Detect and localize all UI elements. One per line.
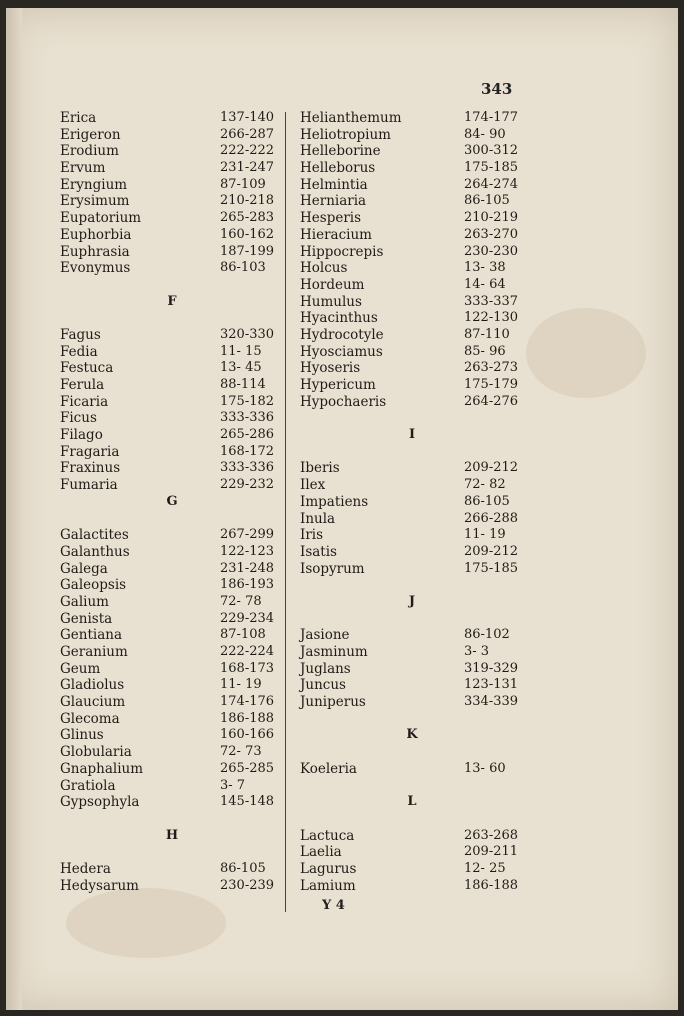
entry-name: Hyosciamus (300, 343, 383, 360)
entry-name: Iris (300, 527, 324, 544)
entry-pages: 160-162 (220, 226, 275, 242)
index-entry (54, 427, 290, 444)
entry-name: Juglans (300, 660, 351, 677)
entry-name: Galanthus (60, 543, 130, 560)
entry-name: Humulus (300, 293, 362, 310)
entry-name: Hypochaeris (300, 393, 387, 410)
index-entry (54, 460, 290, 477)
index-entry (294, 878, 530, 895)
book-page (6, 8, 678, 1010)
section-letter-heading: G (166, 493, 178, 509)
entry-pages: 263-268 (464, 827, 519, 843)
entry-pages: 145-148 (220, 794, 275, 810)
index-entry (54, 527, 290, 544)
entry-name: Ficus (60, 410, 97, 427)
entry-pages: 230-230 (464, 243, 519, 259)
entry-pages: 265-283 (220, 210, 275, 226)
index-entry (54, 694, 290, 711)
entry-pages: 14- 64 (464, 276, 506, 292)
index-entry (54, 377, 290, 394)
index-entry (54, 127, 290, 144)
entry-name: Hesperis (300, 210, 362, 227)
section-letter-heading: K (406, 727, 418, 743)
entry-pages: 175-179 (464, 377, 519, 392)
index-entry (54, 711, 290, 728)
entry-name: Fedia (60, 343, 98, 360)
index-entry (294, 644, 530, 661)
entry-name: Erigeron (60, 126, 121, 143)
index-entry (54, 444, 290, 461)
index-entry (294, 394, 530, 411)
entry-name: Laelia (300, 844, 342, 861)
entry-pages: 264-274 (464, 176, 519, 192)
entry-name: Glaucium (60, 694, 126, 711)
index-entry (54, 244, 290, 261)
index-entry (54, 193, 290, 210)
entry-pages: 222-222 (220, 143, 275, 159)
entry-name: Impatiens (300, 493, 369, 510)
entry-pages: 174-176 (220, 694, 275, 710)
entry-pages: 186-188 (220, 710, 275, 726)
index-entry (54, 727, 290, 744)
entry-pages: 168-173 (220, 660, 275, 676)
entry-pages: 11- 15 (220, 343, 262, 359)
entry-name: Helleborine (300, 143, 381, 160)
index-entry (294, 527, 530, 544)
entry-name: Ervum (60, 160, 106, 177)
entry-name: Lactuca (300, 827, 355, 844)
entry-name: Helleborus (300, 160, 376, 177)
entry-name: Euphorbia (60, 226, 132, 243)
entry-pages: 333-336 (220, 460, 275, 476)
index-entry (294, 310, 530, 327)
entry-name: Erysimum (60, 193, 130, 210)
entry-pages: 3- 7 (220, 777, 246, 793)
entry-name: Hieracium (300, 226, 372, 243)
index-entry (294, 177, 530, 194)
index-entry (54, 544, 290, 561)
index-entry (54, 778, 290, 795)
index-entry (54, 327, 290, 344)
index-entry (294, 277, 530, 294)
entry-pages: 222-224 (220, 644, 275, 659)
entry-pages: 209-212 (464, 543, 519, 559)
index-entry (294, 694, 530, 711)
blank-line (54, 310, 290, 327)
index-entry (54, 410, 290, 427)
entry-name: Juniperus (300, 694, 366, 711)
entry-pages: 123-131 (464, 677, 519, 693)
entry-pages: 231-247 (220, 160, 275, 176)
entry-pages: 333-337 (464, 293, 519, 309)
index-entry (294, 544, 530, 561)
entry-pages: 87-108 (220, 627, 266, 643)
entry-pages: 86-105 (464, 493, 510, 509)
entry-pages: 12- 25 (464, 860, 506, 876)
entry-name: Galium (60, 593, 109, 610)
entry-name: Holcus (300, 260, 348, 277)
entry-name: Geum (60, 660, 101, 677)
entry-pages: 3- 3 (464, 644, 490, 659)
index-entry (294, 143, 530, 160)
entry-name: Hypericum (300, 377, 376, 393)
index-entry (294, 511, 530, 528)
entry-pages: 186-188 (464, 877, 519, 893)
index-entry (54, 744, 290, 761)
entry-name: Eupatorium (60, 210, 142, 227)
index-entry (294, 661, 530, 678)
index-column-left (54, 110, 290, 894)
entry-pages: 174-177 (464, 110, 519, 125)
entry-pages: 72- 78 (220, 593, 262, 609)
index-entry (294, 110, 530, 127)
blank-line (294, 811, 530, 828)
index-entry (294, 844, 530, 861)
entry-pages: 72- 73 (220, 744, 262, 760)
index-entry (54, 627, 290, 644)
index-entry (294, 344, 530, 361)
entry-pages: 319-329 (464, 660, 519, 676)
entry-pages: 209-211 (464, 844, 519, 860)
index-entry (54, 394, 290, 411)
entry-name: Fraxinus (60, 460, 121, 477)
entry-pages: 13- 45 (220, 360, 262, 376)
index-entry (54, 794, 290, 811)
entry-pages: 230-239 (220, 877, 275, 893)
entry-name: Glinus (60, 727, 104, 744)
index-entry (294, 160, 530, 177)
entry-pages: 300-312 (464, 143, 519, 159)
index-entry (294, 494, 530, 511)
page-number: 343 (481, 80, 513, 98)
index-entry (294, 828, 530, 845)
blank-line (294, 778, 530, 795)
entry-pages: 84- 90 (464, 126, 506, 142)
index-entry (54, 611, 290, 628)
index-entry (54, 644, 290, 661)
entry-name: Festuca (60, 360, 114, 377)
entry-name: Isopyrum (300, 560, 365, 577)
entry-pages: 175-185 (464, 160, 519, 176)
entry-name: Fragaria (60, 443, 120, 460)
entry-name: Eryngium (60, 176, 128, 193)
entry-pages: 229-232 (220, 477, 275, 493)
entry-name: Helianthemum (300, 110, 402, 126)
entry-pages: 265-285 (220, 760, 275, 776)
entry-name: Genista (60, 610, 113, 627)
entry-pages: 137-140 (220, 110, 275, 125)
index-entry (294, 244, 530, 261)
index-entry (54, 878, 290, 895)
blank-line (294, 744, 530, 761)
index-entry (294, 861, 530, 878)
index-entry (294, 193, 530, 210)
entry-name: Hyacinthus (300, 310, 378, 327)
index-entry (54, 661, 290, 678)
paper-stain (526, 308, 646, 398)
entry-name: Lagurus (300, 860, 357, 877)
entry-pages: 11- 19 (220, 677, 262, 693)
entry-name: Inula (300, 510, 336, 527)
entry-name: Iberis (300, 460, 340, 477)
section-letter-heading: J (408, 593, 416, 609)
entry-name: Lamium (300, 877, 356, 894)
index-entry (54, 177, 290, 194)
entry-pages: 333-336 (220, 410, 275, 426)
entry-pages: 168-172 (220, 443, 275, 459)
entry-pages: 122-130 (464, 310, 519, 326)
entry-name: Gratiola (60, 777, 116, 794)
blank-line (54, 844, 290, 861)
blank-line (294, 577, 530, 594)
section-letter-heading: L (407, 794, 417, 810)
entry-pages: 231-248 (220, 560, 275, 576)
index-entry (54, 160, 290, 177)
entry-pages: 122-123 (220, 543, 275, 559)
index-entry (294, 127, 530, 144)
index-entry (54, 260, 290, 277)
entry-name: Koeleria (300, 760, 357, 777)
index-entry (294, 327, 530, 344)
index-entry (54, 561, 290, 578)
entry-name: Erodium (60, 143, 119, 160)
index-entry (294, 627, 530, 644)
entry-name: Euphrasia (60, 243, 130, 260)
entry-pages: 11- 19 (464, 527, 506, 543)
index-column-right (294, 110, 530, 894)
index-entry (294, 227, 530, 244)
entry-pages: 86-103 (220, 260, 266, 276)
entry-pages: 87-110 (464, 326, 510, 342)
index-entry (54, 577, 290, 594)
entry-name: Galactites (60, 527, 129, 544)
index-entry (294, 360, 530, 377)
index-entry (294, 294, 530, 311)
entry-name: Jasminum (300, 644, 368, 660)
index-entry (294, 761, 530, 778)
entry-name: Galeopsis (60, 577, 127, 594)
index-entry (294, 477, 530, 494)
entry-pages: 175-185 (464, 560, 519, 576)
section-letter-heading: I (408, 427, 416, 443)
entry-name: Hordeum (300, 276, 365, 293)
entry-pages: 187-199 (220, 243, 275, 259)
index-entry (294, 260, 530, 277)
entry-pages: 263-273 (464, 360, 519, 376)
index-entry (294, 377, 530, 394)
entry-name: Globularia (60, 744, 132, 761)
entry-name: Evonymus (60, 260, 131, 277)
entry-name: Erica (60, 110, 97, 126)
entry-pages: 86-102 (464, 627, 510, 643)
entry-pages: 267-299 (220, 527, 275, 543)
index-entry (54, 344, 290, 361)
index-entry (54, 861, 290, 878)
page-spine-shadow (6, 8, 22, 1010)
signature-mark: Y 4 (322, 898, 345, 913)
entry-name: Gypsophyla (60, 794, 140, 811)
entry-pages: 265-286 (220, 427, 275, 443)
index-entry (54, 360, 290, 377)
index-entry (54, 227, 290, 244)
entry-pages: 87-109 (220, 176, 266, 192)
entry-pages: 186-193 (220, 577, 275, 593)
entry-name: Ilex (300, 477, 326, 494)
entry-name: Juncus (300, 677, 346, 694)
index-entry (294, 677, 530, 694)
index-entry (54, 210, 290, 227)
entry-pages: 88-114 (220, 377, 266, 392)
index-entry (294, 561, 530, 578)
blank-line (54, 811, 290, 828)
index-entry (54, 677, 290, 694)
entry-pages: 264-276 (464, 393, 519, 409)
entry-name: Ficaria (60, 393, 109, 410)
section-letter-heading: F (167, 293, 177, 309)
index-entry (294, 460, 530, 477)
entry-pages: 263-270 (464, 226, 519, 242)
index-entry (294, 210, 530, 227)
entry-pages: 85- 96 (464, 343, 506, 359)
entry-name: Fumaria (60, 477, 118, 494)
entry-pages: 13- 38 (464, 260, 506, 276)
entry-pages: 320-330 (220, 326, 275, 342)
entry-name: Hedera (60, 860, 111, 877)
entry-pages: 229-234 (220, 610, 275, 626)
section-letter-heading: H (165, 827, 179, 843)
entry-pages: 160-166 (220, 727, 275, 743)
entry-name: Jasione (300, 627, 350, 644)
entry-name: Herniaria (300, 193, 367, 210)
blank-line (54, 511, 290, 528)
index-entry (54, 110, 290, 127)
entry-pages: 72- 82 (464, 477, 506, 493)
paper-stain (66, 888, 226, 958)
entry-name: Hyoseris (300, 360, 361, 377)
blank-line (294, 711, 530, 728)
blank-line (294, 410, 530, 427)
entry-name: Isatis (300, 543, 337, 560)
entry-name: Helmintia (300, 176, 368, 193)
index-entry (54, 143, 290, 160)
entry-name: Fagus (60, 326, 101, 343)
entry-pages: 86-105 (464, 193, 510, 209)
entry-name: Hedysarum (60, 877, 139, 894)
column-divider (285, 112, 286, 912)
index-entry (54, 477, 290, 494)
entry-name: Filago (60, 427, 103, 444)
entry-pages: 210-218 (220, 193, 275, 209)
blank-line (294, 611, 530, 628)
entry-name: Gnaphalium (60, 760, 144, 777)
index-entry (54, 761, 290, 778)
entry-pages: 86-105 (220, 860, 266, 876)
entry-pages: 266-288 (464, 510, 519, 526)
blank-line (294, 444, 530, 461)
entry-pages: 175-182 (220, 393, 275, 409)
index-entry (54, 594, 290, 611)
entry-pages: 266-287 (220, 126, 275, 142)
entry-name: Glecoma (60, 710, 120, 727)
entry-pages: 210-219 (464, 210, 519, 226)
entry-name: Gladiolus (60, 677, 125, 694)
entry-name: Heliotropium (300, 126, 391, 143)
entry-name: Geranium (60, 644, 128, 660)
entry-name: Gentiana (60, 627, 123, 644)
entry-name: Hydrocotyle (300, 326, 384, 343)
entry-name: Hippocrepis (300, 243, 384, 260)
entry-pages: 209-212 (464, 460, 519, 476)
entry-pages: 334-339 (464, 694, 519, 710)
entry-name: Ferula (60, 377, 105, 393)
entry-pages: 13- 60 (464, 760, 506, 776)
entry-name: Galega (60, 560, 108, 577)
blank-line (54, 277, 290, 294)
